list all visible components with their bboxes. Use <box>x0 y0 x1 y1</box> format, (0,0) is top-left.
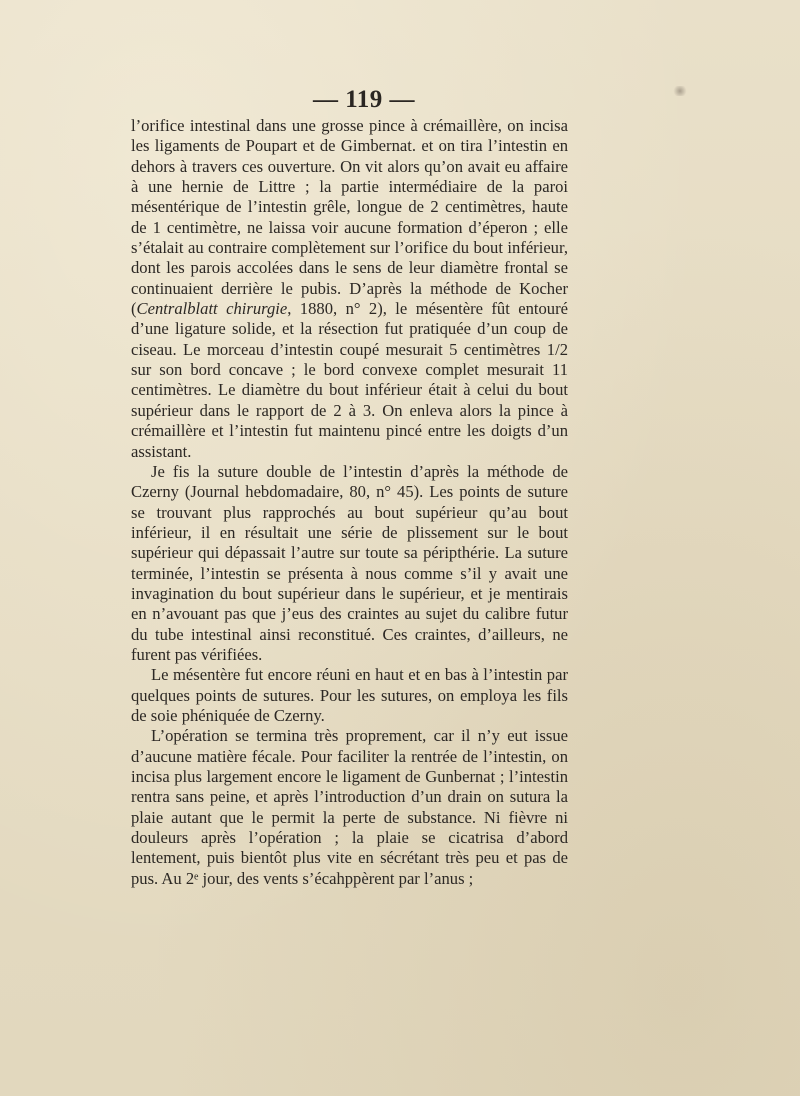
italic-citation: Centralblatt chirurgie <box>136 299 288 319</box>
page-number: — 119 — <box>312 86 416 113</box>
body-text <box>131 116 568 889</box>
paragraph-text: , 1880, n° 2), le mésentère fût entouré d’une ligature solide, et la résection fut pratiquée d’un coup de ciseau. Le morceau d’intestin coupé mesurait 5 centimètres 1/2 sur son bord concave ; le bord convexe complet mesurait 11 centimètres. Le diamètre du bout inférieur était à celui du bout supérieur dans le rapport de 2 à 3. On enleva alors la pince à crémaillère et l’intestin fut maintenu pincé entre les doigts d’un assistant. <box>131 299 568 461</box>
paragraph <box>131 462 568 665</box>
paragraph <box>131 665 568 726</box>
paragraph-text: Le mésentère fut encore réuni en haut et en bas à l’intestin par quelques points de sutures. Pour les sutures, on employa les fils de soie phéniquée de Czerny. <box>131 665 568 725</box>
paragraph <box>131 116 568 462</box>
paragraph-text: Je fis la suture double de l’intestin d’après la méthode de Czerny (Journal hebdomadaire, 80, n° 45). Les points de suture se trouvant plus rapprochés au bout supérieur qu’au bout inférieur, il en résultait une série de plissement sur le bout supérieur qui dépassait l’autre sur toute sa péripthérie. La suture terminée, l’intestin se présenta à nous comme s’il y avait une invagination du bout supérieur dans le supérieur, et je mentirais en n’avouant pas que j’eus des craintes au sujet du calibre futur du tube intestinal ainsi reconstitué. Ces craintes, d’ailleurs, ne furent pas vérifiées. <box>131 461 568 664</box>
paragraph-text: L’opération se termina très proprement, car il n’y eut issue d’aucune matière fécale. Pour faciliter la rentrée de l’intestin, on incisa plus largement encore le ligament de Gunbernat ; l’intestin rentra sans peine, et après l’introduction d’un drain on sutura la plaie autant que le permit la perte de substance. Ni fièvre ni douleurs après l’opération ; la plaie se cicatrisa d’abord lentement, puis bientôt plus vite en sécrétant très peu et pas de pus. Au 2ᵉ jour, des vents s’écahppèrent par l’anus ; <box>131 726 568 888</box>
paragraph-text: l’orifice intestinal dans une grosse pince à crémaillère, on incisa les ligaments de Poupart et de Gimbernat. et on tira l’intestin en dehors à travers ces ouverture. On vit alors qu’on avait eu affaire à une hernie de Littre ; la partie intermédiaire de la paroi mésentérique de l’intestin grêle, longue de 2 centimètres, haute de 1 centimètre, ne laissa voir aucune formation d’éperon ; elle s’étalait au contraire complètement sur l’orifice du bout inférieur, dont les parois accolées dans le sens de leur diamètre frontal se continuaient derrière le pubis. D’après la méthode de Kocher ( <box>131 116 568 319</box>
paragraph <box>131 726 568 889</box>
